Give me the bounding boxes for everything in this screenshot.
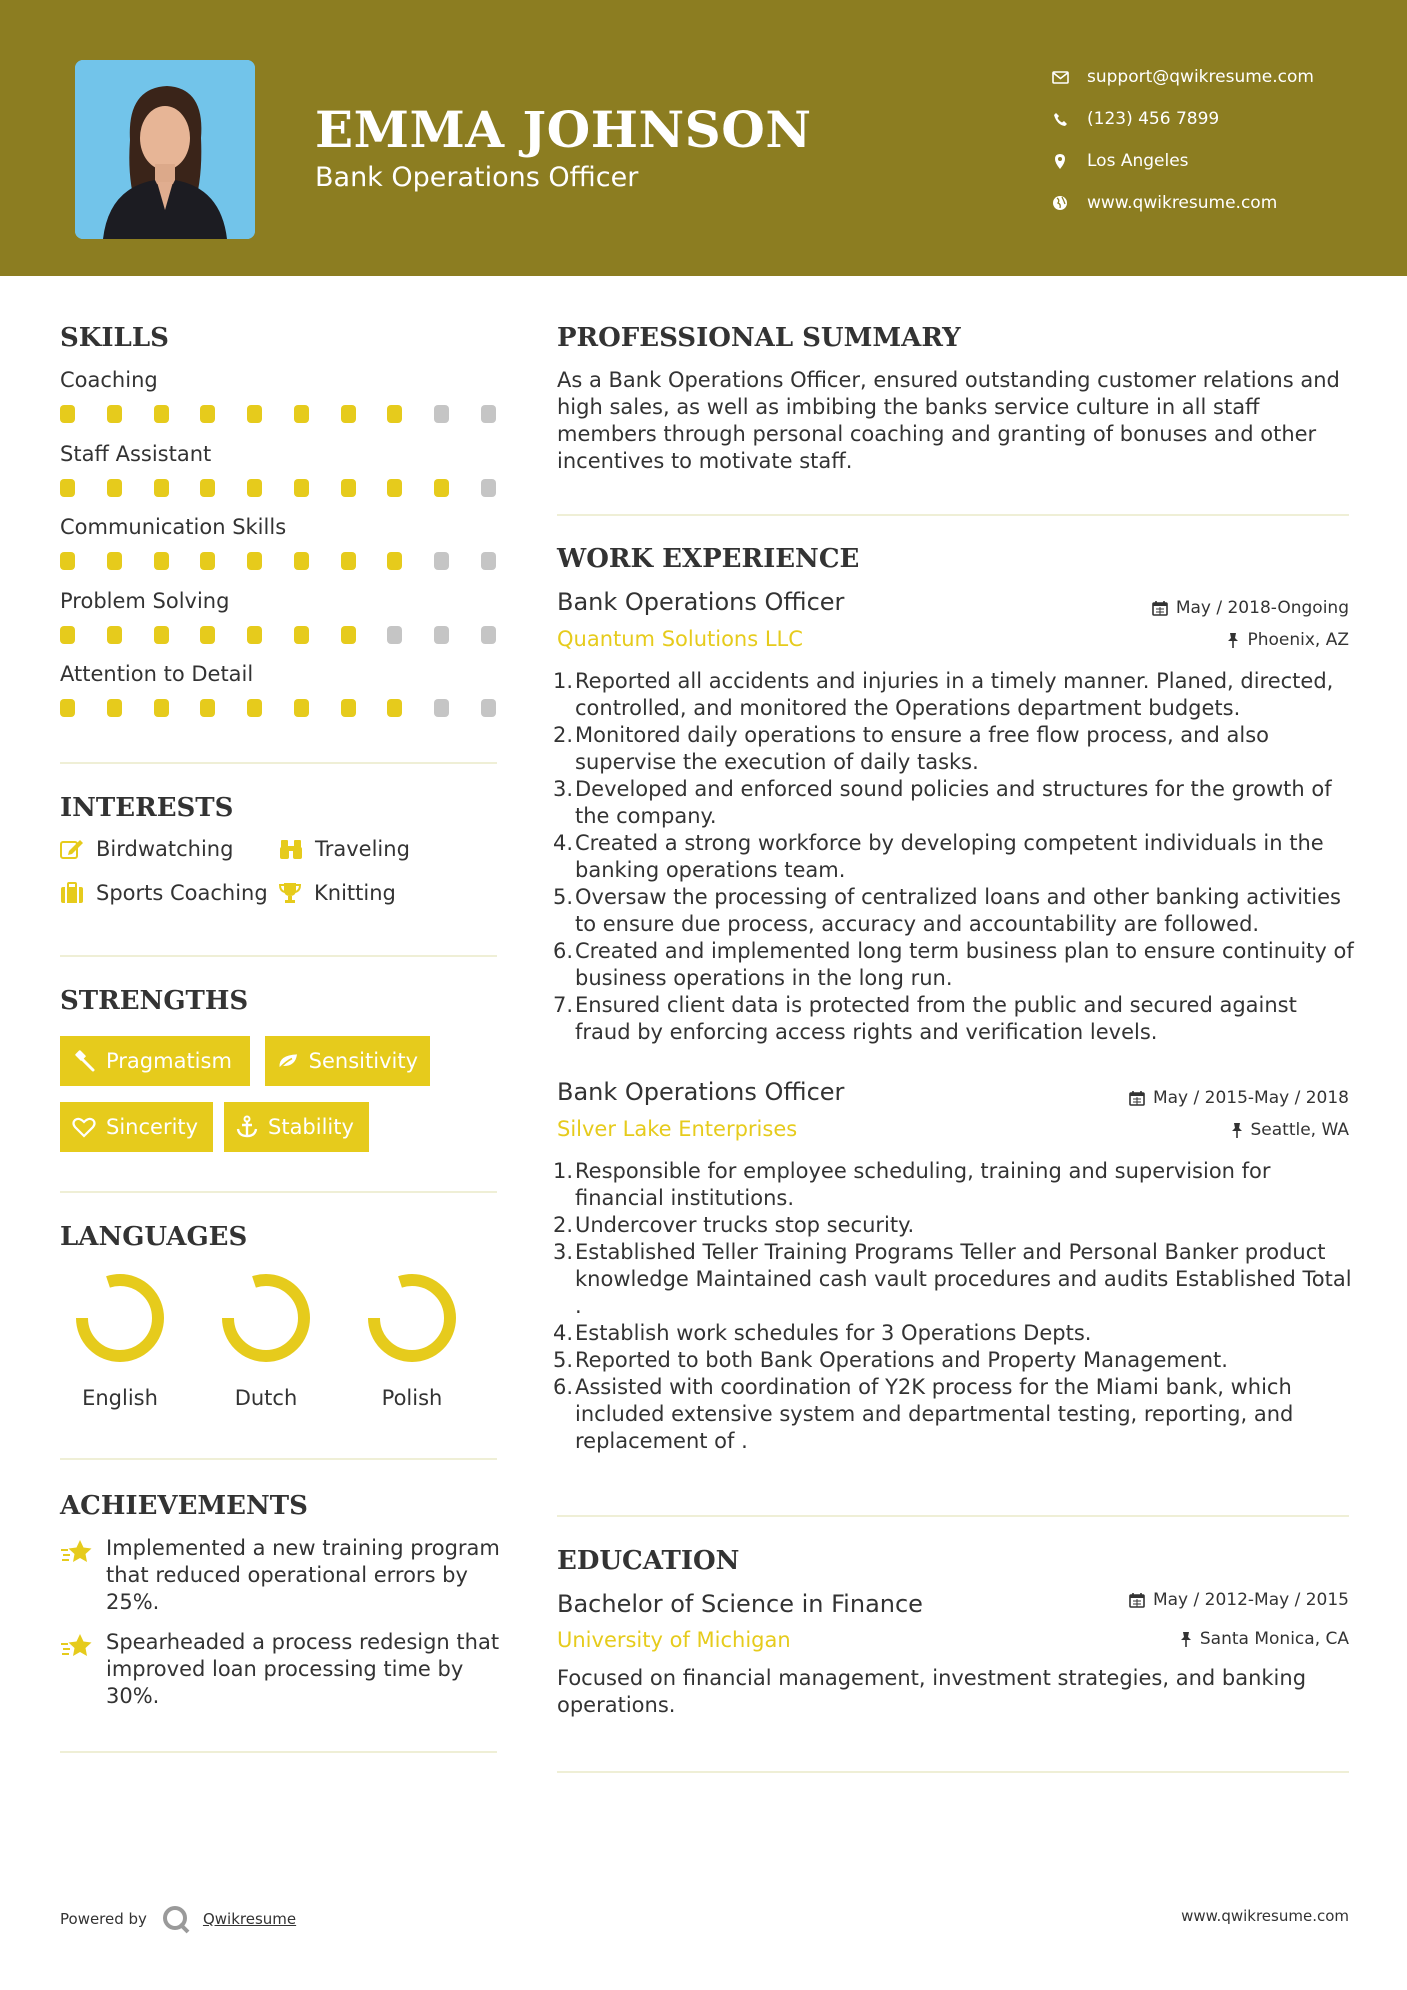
skill-level-dot [387, 552, 402, 570]
skill-level-dot [434, 699, 449, 717]
trophy-icon [278, 882, 302, 904]
job-date [1129, 1088, 1349, 1108]
achievement-item [60, 1629, 500, 1710]
achievements-heading: ACHIEVEMENTS [60, 1491, 308, 1521]
binoculars-icon [279, 838, 303, 860]
skill-name: Coaching [60, 368, 158, 392]
skill-level-dot [247, 552, 262, 570]
pushpin-icon [1180, 1631, 1192, 1647]
skill-name: Staff Assistant [60, 441, 212, 466]
language-item [60, 1268, 180, 1418]
skill-level-dot [60, 626, 75, 644]
duty-item: Created a strong workforce by developing competent individuals in the banking operations team. [575, 831, 1324, 882]
skill-level-dot [294, 479, 309, 497]
contact-phone-text: (123) 456 7899 [1087, 109, 1220, 129]
skill-level-dot [481, 699, 496, 717]
skill-level-dot [247, 405, 262, 423]
duty-item: Assisted with coordination of Y2K process for the Miami bank, which included extensive system and departmental testing, reporting, and replacement of . [575, 1375, 1294, 1453]
language-proficiency-arc [228, 1280, 304, 1356]
skill-level-dot [434, 479, 449, 497]
duty-item: Created and implemented long term business plan to ensure continuity of business operations in the long run. [575, 939, 1354, 990]
education-location [1180, 1629, 1349, 1649]
duty-item: Responsible for employee scheduling, training and supervision for financial institutions. [575, 1159, 1271, 1210]
achievement-item [60, 1535, 500, 1616]
achievement-text: Spearheaded a process redesign that improved loan processing time by 30%. [106, 1630, 500, 1708]
skill-level-dot [247, 699, 262, 717]
summary-text: As a Bank Operations Officer, ensured outstanding customer relations and high sales, as well as imbibing the banks service culture in all staff members through personal coaching and granting of bonuses and other incentives to motivate staff. [557, 368, 1340, 473]
calendar-icon [1129, 1090, 1145, 1106]
contact-list [1050, 56, 1350, 224]
strength-badge [224, 1102, 369, 1152]
skill-level-dot [434, 552, 449, 570]
duty-item: Developed and enforced sound policies and structures for the growth of the company. [575, 777, 1332, 828]
skill-level-dot [387, 479, 402, 497]
section-divider [60, 1458, 497, 1460]
duty-item: Monitored daily operations to ensure a free flow process, and also supervise the execution of daily tasks. [575, 723, 1269, 774]
skill-level-dot [60, 405, 75, 423]
gavel-icon [72, 1050, 96, 1072]
profile-photo [75, 60, 255, 239]
skill-level-dot [154, 479, 169, 497]
skill-level-dot [154, 699, 169, 717]
skill-level-dot [60, 699, 75, 717]
strengths-heading: STRENGTHS [60, 986, 249, 1016]
strength-badge [60, 1102, 213, 1152]
skill-level-dot [387, 405, 402, 423]
contact-website-text: www.qwikresume.com [1087, 193, 1278, 213]
resume-header [0, 0, 1407, 276]
duty-item: Oversaw the processing of centralized loans and other banking activities to ensure due process, accuracy and accountability are followed. [575, 885, 1341, 936]
qwikresume-logo-icon [161, 1904, 191, 1934]
language-label: English [82, 1386, 158, 1410]
section-divider [60, 1751, 497, 1753]
footer-website[interactable]: www.qwikresume.com [1181, 1907, 1349, 1925]
language-item [352, 1268, 472, 1418]
section-divider [60, 762, 497, 764]
interest-item [279, 837, 410, 861]
skill-level-dot [341, 552, 356, 570]
calendar-icon [1129, 1592, 1145, 1608]
skill-level-dot [200, 699, 215, 717]
skill-name: Problem Solving [60, 588, 230, 613]
skill-level-dot [60, 552, 75, 570]
interest-label: Birdwatching [96, 837, 234, 861]
skill-level-dot [107, 626, 122, 644]
section-divider [60, 955, 497, 957]
language-label: Dutch [234, 1386, 298, 1410]
skill-level-dot [434, 626, 449, 644]
skill-level-dot [107, 479, 122, 497]
skill-name: Communication Skills [60, 515, 287, 539]
education-location-text: Santa Monica, CA [1199, 1629, 1349, 1649]
section-divider [557, 514, 1349, 516]
star-rising-icon [60, 1633, 94, 1659]
strength-badge [60, 1036, 250, 1086]
section-divider [557, 1515, 1349, 1517]
skill-level-dot [200, 405, 215, 423]
language-item [206, 1268, 326, 1418]
language-proficiency-ring [216, 1268, 316, 1368]
contact-location [1050, 140, 1350, 182]
education-date [1129, 1590, 1349, 1610]
contact-phone[interactable] [1050, 98, 1350, 140]
skill-level-dot [107, 552, 122, 570]
language-label: Polish [381, 1386, 443, 1410]
skill-level-dot [481, 479, 496, 497]
skill-level-dot [481, 552, 496, 570]
map-pin-icon [1050, 151, 1070, 171]
skill-level-dot [341, 405, 356, 423]
skill-level-dot [247, 626, 262, 644]
candidate-title: Bank Operations Officer [315, 162, 639, 193]
interest-label: Traveling [315, 837, 410, 861]
skill-level-dot [60, 479, 75, 497]
anchor-icon [236, 1115, 258, 1139]
skill-level-dot [341, 626, 356, 644]
job-date-text: May / 2015-May / 2018 [1152, 1088, 1349, 1108]
strength-label: Sincerity [106, 1115, 199, 1139]
skill-level-dot [387, 626, 402, 644]
skill-level-dot [387, 699, 402, 717]
company-name: Quantum Solutions LLC [557, 627, 803, 651]
skill-level-dot [107, 699, 122, 717]
star-rising-icon [60, 1539, 94, 1565]
duty-item: Ensured client data is protected from the public and secured against fraud by enforcing access rights and verification levels. [575, 993, 1297, 1044]
candidate-name: EMMA JOHNSON [315, 100, 812, 159]
duty-item: Establish work schedules for 3 Operations Depts. [575, 1321, 1092, 1345]
envelope-icon [1050, 67, 1070, 87]
company-name: Silver Lake Enterprises [557, 1117, 798, 1141]
skill-name: Attention to Detail [60, 662, 254, 686]
duty-item: Reported to both Bank Operations and Property Management. [575, 1348, 1228, 1372]
job-duties-list [557, 668, 1357, 1046]
pushpin-icon [1231, 1122, 1243, 1138]
skill-level-dot [200, 479, 215, 497]
heart-icon [72, 1116, 96, 1138]
education-date-text: May / 2012-May / 2015 [1152, 1590, 1349, 1610]
contact-location-text: Los Angeles [1087, 151, 1189, 171]
contact-email-text: support@qwikresume.com [1087, 67, 1314, 87]
strength-badge [265, 1036, 430, 1086]
strength-label: Pragmatism [106, 1049, 232, 1073]
contact-email[interactable] [1050, 56, 1350, 98]
job-duties-list [557, 1158, 1357, 1455]
summary-heading: PROFESSIONAL SUMMARY [557, 323, 961, 353]
duty-item: Undercover trucks stop security. [575, 1213, 915, 1237]
skill-level-dot [294, 552, 309, 570]
skill-level-dot [107, 405, 122, 423]
language-proficiency-arc [374, 1280, 450, 1356]
pushpin-icon [1227, 632, 1239, 648]
job-location-text: Seattle, WA [1250, 1120, 1349, 1140]
powered-by-label: Powered by [60, 1910, 147, 1928]
skill-level-dot [341, 479, 356, 497]
education-heading: EDUCATION [557, 1546, 740, 1576]
job-title: Bank Operations Officer [557, 588, 845, 616]
skill-level-dot [294, 699, 309, 717]
job-location-text: Phoenix, AZ [1247, 630, 1349, 650]
skill-level-dot [154, 552, 169, 570]
job-title: Bank Operations Officer [557, 1078, 845, 1106]
strength-label: Sensitivity [308, 1049, 418, 1073]
skill-level-dot [341, 699, 356, 717]
skill-level-dot [154, 626, 169, 644]
skills-heading: SKILLS [60, 323, 169, 353]
duty-item: Established Teller Training Programs Teller and Personal Banker product knowledge Maintained cash vault procedures and audits Established Total . [575, 1240, 1352, 1318]
section-divider [60, 1191, 497, 1193]
pencil-square-icon [60, 838, 84, 860]
skill-level-dot [481, 626, 496, 644]
education-description: Focused on financial management, investment strategies, and banking operations. [557, 1666, 1307, 1717]
skill-level-dot [247, 479, 262, 497]
skill-level-dot [481, 405, 496, 423]
interest-item [278, 881, 396, 905]
languages-heading: LANGUAGES [60, 1222, 248, 1252]
skill-level-dot [154, 405, 169, 423]
interest-label: Sports Coaching [96, 881, 268, 905]
leaf-icon [277, 1050, 299, 1072]
contact-website[interactable] [1050, 182, 1350, 224]
degree-title: Bachelor of Science in Finance [557, 1590, 923, 1618]
skill-level-dot [294, 405, 309, 423]
skill-level-dot [434, 405, 449, 423]
briefcase-icon [60, 882, 84, 904]
interest-item [60, 837, 233, 861]
brand-link[interactable]: Qwikresume [202, 1910, 297, 1928]
achievement-text: Implemented a new training program that reduced operational errors by 25%. [106, 1536, 500, 1614]
job-date [1152, 598, 1349, 618]
school-name: University of Michigan [557, 1628, 791, 1652]
skill-level-dot [294, 626, 309, 644]
skill-level-dot [200, 552, 215, 570]
section-divider [557, 1771, 1349, 1773]
job-location [1231, 1120, 1350, 1140]
duty-item: Reported all accidents and injuries in a timely manner. Planed, directed, controlled, and monitored the Operations department budgets. [575, 669, 1334, 720]
language-proficiency-ring [70, 1268, 170, 1368]
footer-powered-by [60, 1904, 296, 1934]
language-proficiency-arc [82, 1280, 158, 1356]
interests-heading: INTERESTS [60, 793, 234, 823]
phone-icon [1050, 109, 1070, 129]
experience-heading: WORK EXPERIENCE [557, 544, 860, 574]
interest-item [60, 881, 268, 905]
skill-level-dot [200, 626, 215, 644]
job-date-text: May / 2018-Ongoing [1175, 598, 1349, 618]
job-location [1227, 630, 1349, 650]
strength-label: Stability [268, 1115, 354, 1139]
calendar-icon [1152, 600, 1168, 616]
interest-label: Knitting [314, 881, 396, 905]
language-proficiency-ring [362, 1268, 462, 1368]
globe-icon [1050, 193, 1070, 213]
